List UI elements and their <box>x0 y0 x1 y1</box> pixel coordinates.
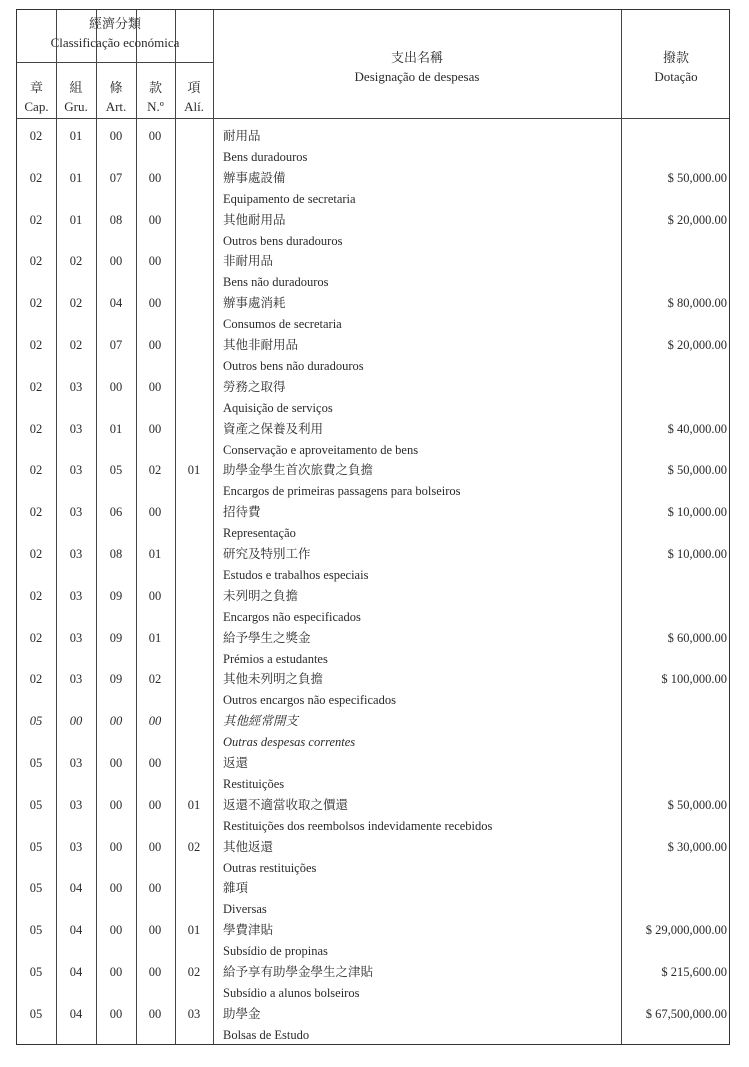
econ-class-zh: 經濟分類 <box>88 16 141 31</box>
allocation-header-pt: Dotação <box>654 69 698 84</box>
designation-zh: 研究及特別工作 <box>223 547 311 561</box>
col-header-zh: 項 <box>187 80 201 95</box>
designation-zh: 返還 <box>223 756 249 770</box>
code-art: 09 <box>109 588 123 603</box>
code-art: 00 <box>109 965 123 979</box>
code-gru: 03 <box>69 672 83 687</box>
designation-header-pt: Designação de despesas <box>354 69 480 84</box>
code-art: 00 <box>109 1006 123 1021</box>
code-cap: 05 <box>29 756 43 770</box>
designation-zh: 返還不適當收取之價還 <box>223 797 349 812</box>
col-divider <box>213 10 214 1044</box>
code-cap: 02 <box>29 547 43 561</box>
allocation-amount: $ 50,000.00 <box>667 463 727 478</box>
code-ali: 01 <box>187 923 201 938</box>
designation-pt: Bens não duradouros <box>223 275 329 290</box>
designation-zh: 辦事處設備 <box>223 170 286 185</box>
code-cap: 05 <box>29 797 43 812</box>
code-no: 00 <box>148 965 162 979</box>
code-cap: 02 <box>29 129 43 143</box>
designation-pt: Restituições dos reembolsos indevidamente recebidos <box>223 818 493 833</box>
code-gru: 02 <box>69 254 83 269</box>
code-no: 02 <box>148 463 162 478</box>
code-ali: 02 <box>187 839 201 854</box>
code-gru: 01 <box>69 170 83 185</box>
code-cap: 05 <box>29 881 43 896</box>
code-art: 00 <box>109 714 123 729</box>
col-header-pt: Art. <box>105 99 127 114</box>
designation-zh: 未列明之負擔 <box>223 588 299 603</box>
budget-table <box>16 9 730 1045</box>
code-gru: 04 <box>69 965 83 979</box>
code-art: 09 <box>109 672 123 687</box>
code-gru: 03 <box>69 797 83 812</box>
code-art: 00 <box>109 756 123 770</box>
designation-zh: 助學金 <box>223 1006 261 1021</box>
code-art: 07 <box>109 338 123 352</box>
designation-pt: Conservação e aproveitamento de bens <box>223 442 419 457</box>
designation-pt: Outras restituições <box>223 860 317 875</box>
code-art: 08 <box>109 547 123 561</box>
allocation-amount: $ 67,500,000.00 <box>645 1006 727 1021</box>
code-art: 00 <box>109 839 123 854</box>
designation-zh: 其他經常開支 <box>223 714 299 729</box>
col-header-ali <box>175 78 213 116</box>
designation-zh: 雜項 <box>223 881 249 896</box>
col-header-pt: Gru. <box>64 99 88 114</box>
code-cap: 02 <box>29 505 43 520</box>
code-ali: 03 <box>187 1006 201 1021</box>
allocation-header <box>621 48 731 86</box>
code-cap: 02 <box>29 463 43 478</box>
allocation-amount: $ 60,000.00 <box>667 630 727 645</box>
designation-pt: Representação <box>223 526 296 541</box>
col-header-pt: Alí. <box>184 99 204 114</box>
code-gru: 03 <box>69 505 83 520</box>
designation-pt: Consumos de secretaria <box>223 317 342 332</box>
allocation-amount: $ 30,000.00 <box>667 839 727 854</box>
allocation-amount: $ 20,000.00 <box>667 338 727 352</box>
designation-zh: 其他耐用品 <box>223 212 286 227</box>
econ-class-header <box>17 14 213 52</box>
code-gru: 02 <box>69 338 83 352</box>
code-no: 00 <box>148 296 162 311</box>
designation-zh: 其他未列明之負擔 <box>223 672 324 687</box>
code-gru: 03 <box>69 839 83 854</box>
code-gru: 03 <box>69 547 83 561</box>
code-gru: 01 <box>69 129 83 143</box>
code-art: 04 <box>109 296 123 311</box>
designation-zh: 其他非耐用品 <box>223 338 299 352</box>
designation-pt: Aquisição de serviços <box>223 400 333 415</box>
designation-pt: Prémios a estudantes <box>223 651 328 666</box>
designation-zh: 勞務之取得 <box>223 379 286 394</box>
code-ali: 01 <box>187 797 201 812</box>
code-cap: 02 <box>29 212 43 227</box>
code-no: 00 <box>148 212 162 227</box>
col-header-cap <box>17 78 56 116</box>
code-gru: 03 <box>69 463 83 478</box>
code-ali: 01 <box>187 463 201 478</box>
header-subdivider <box>17 62 213 63</box>
designation-header <box>213 48 621 86</box>
code-no: 00 <box>148 923 162 938</box>
designation-pt: Outros encargos não especificados <box>223 693 396 708</box>
col-header-zh: 章 <box>29 80 43 95</box>
code-cap: 02 <box>29 630 43 645</box>
designation-zh: 辦事處消耗 <box>223 296 286 311</box>
allocation-amount: $ 40,000.00 <box>667 421 727 436</box>
code-art: 00 <box>109 797 123 812</box>
designation-pt: Encargos de primeiras passagens para bolseiros <box>223 484 461 499</box>
col-header-pt: N.º <box>147 99 164 114</box>
code-no: 00 <box>148 797 162 812</box>
code-cap: 02 <box>29 338 43 352</box>
code-no: 00 <box>148 714 162 729</box>
code-gru: 03 <box>69 421 83 436</box>
designation-zh: 耐用品 <box>223 129 261 143</box>
designation-pt: Outros bens não duradouros <box>223 359 364 373</box>
designation-header-zh: 支出名稱 <box>390 50 443 65</box>
designation-zh: 資產之保養及利用 <box>223 421 324 436</box>
code-cap: 05 <box>29 714 43 729</box>
designation-pt: Estudos e trabalhos especiais <box>223 568 369 582</box>
code-gru: 03 <box>69 630 83 645</box>
code-art: 05 <box>109 463 123 478</box>
code-art: 07 <box>109 170 123 185</box>
allocation-amount: $ 29,000,000.00 <box>645 923 727 938</box>
allocation-amount: $ 80,000.00 <box>667 296 727 311</box>
header-divider <box>17 118 729 119</box>
designation-zh: 非耐用品 <box>223 254 274 269</box>
code-gru: 03 <box>69 588 83 603</box>
code-no: 00 <box>148 421 162 436</box>
code-no: 01 <box>148 547 162 561</box>
col-header-zh: 條 <box>109 80 123 95</box>
code-cap: 05 <box>29 965 43 979</box>
code-no: 00 <box>148 254 162 269</box>
designation-zh: 其他返還 <box>223 839 274 854</box>
code-gru: 00 <box>69 714 83 729</box>
code-gru: 01 <box>69 212 83 227</box>
code-no: 00 <box>148 505 162 520</box>
col-header-zh: 款 <box>148 80 162 95</box>
allocation-amount: $ 100,000.00 <box>661 672 727 687</box>
designation-pt: Restituições <box>223 777 285 791</box>
code-art: 00 <box>109 881 123 896</box>
col-header-pt: Cap. <box>24 99 49 114</box>
allocation-amount: $ 215,600.00 <box>661 965 727 979</box>
designation-pt: Outras despesas correntes <box>223 735 356 750</box>
col-header-art <box>96 78 136 116</box>
code-cap: 05 <box>29 839 43 854</box>
code-gru: 03 <box>69 756 83 770</box>
designation-zh: 給予學生之獎金 <box>223 630 311 645</box>
col-divider <box>621 10 622 1044</box>
code-no: 00 <box>148 1006 162 1021</box>
designation-pt: Bolsas de Estudo <box>223 1027 310 1042</box>
code-no: 01 <box>148 630 162 645</box>
designation-pt: Subsídio a alunos bolseiros <box>223 986 360 1000</box>
code-art: 09 <box>109 630 123 645</box>
code-art: 00 <box>109 254 123 269</box>
designation-pt: Equipamento de secretaria <box>223 191 356 206</box>
col-divider <box>175 10 176 1044</box>
code-cap: 02 <box>29 588 43 603</box>
code-no: 00 <box>148 338 162 352</box>
code-art: 00 <box>109 129 123 143</box>
code-no: 00 <box>148 379 162 394</box>
code-no: 02 <box>148 672 162 687</box>
code-no: 00 <box>148 170 162 185</box>
code-ali: 02 <box>187 965 201 979</box>
designation-zh: 助學金學生首次旅費之負擔 <box>223 463 374 478</box>
allocation-amount: $ 10,000.00 <box>667 505 727 520</box>
code-no: 00 <box>148 129 162 143</box>
designation-zh: 給予享有助學金學生之津貼 <box>223 965 374 979</box>
designation-pt: Diversas <box>223 902 267 917</box>
designation-pt: Bens duradouros <box>223 150 308 164</box>
code-art: 08 <box>109 212 123 227</box>
code-cap: 02 <box>29 672 43 687</box>
designation-pt: Outros bens duradouros <box>223 233 343 248</box>
code-cap: 05 <box>29 1006 43 1021</box>
col-header-gru <box>56 78 96 116</box>
code-art: 01 <box>109 421 123 436</box>
designation-pt: Subsídio de propinas <box>223 944 328 959</box>
code-cap: 02 <box>29 379 43 394</box>
code-art: 00 <box>109 923 123 938</box>
allocation-amount: $ 20,000.00 <box>667 212 727 227</box>
code-art: 00 <box>109 379 123 394</box>
code-no: 00 <box>148 881 162 896</box>
allocation-header-zh: 撥款 <box>662 50 689 65</box>
code-gru: 04 <box>69 881 83 896</box>
code-no: 00 <box>148 756 162 770</box>
allocation-amount: $ 50,000.00 <box>667 797 727 812</box>
designation-zh: 招待費 <box>223 505 261 520</box>
code-cap: 02 <box>29 170 43 185</box>
allocation-amount: $ 50,000.00 <box>667 170 727 185</box>
code-gru: 04 <box>69 923 83 938</box>
code-gru: 03 <box>69 379 83 394</box>
designation-pt: Encargos não especificados <box>223 609 361 624</box>
code-cap: 02 <box>29 421 43 436</box>
code-gru: 02 <box>69 296 83 311</box>
code-art: 06 <box>109 505 123 520</box>
designation-zh: 學費津貼 <box>223 923 274 938</box>
code-no: 00 <box>148 839 162 854</box>
econ-class-pt: Classificação económica <box>50 35 180 50</box>
code-gru: 04 <box>69 1006 83 1021</box>
col-header-no <box>136 78 175 116</box>
code-cap: 05 <box>29 923 43 938</box>
code-no: 00 <box>148 588 162 603</box>
code-cap: 02 <box>29 254 43 269</box>
code-cap: 02 <box>29 296 43 311</box>
col-header-zh: 組 <box>69 80 83 95</box>
allocation-amount: $ 10,000.00 <box>667 547 727 561</box>
